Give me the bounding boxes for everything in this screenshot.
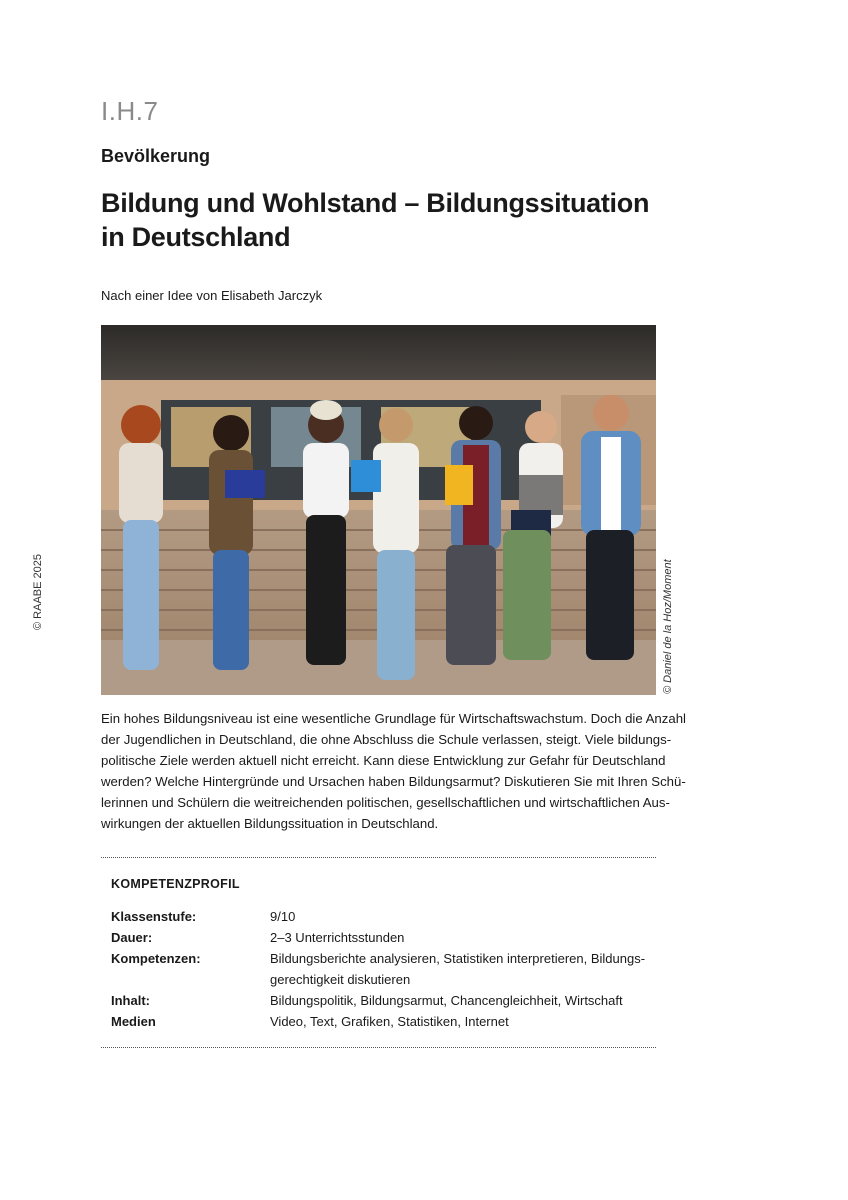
photo-credit: © Daniel de la Hoz/Moment	[662, 559, 674, 694]
intro-line: wirkungen der aktuellen Bildungssituation in Deutschland.	[101, 816, 439, 831]
intro-line: politische Ziele werden aktuell nicht erreicht. Kann diese Entwicklung zur Gefahr für Deutschland	[101, 753, 666, 768]
divider-top	[101, 857, 656, 858]
profile-label: Inhalt:	[111, 993, 150, 1008]
author-note: Nach einer Idee von Elisabeth Jarczyk	[101, 288, 323, 303]
cover-photo	[101, 325, 656, 695]
section-code: I.H.7	[101, 96, 159, 126]
page-title: Bildung und Wohlstand – Bildungssituation in Deutschland	[101, 188, 650, 252]
profile-value	[270, 927, 655, 948]
profile-heading: KOMPETENZPROFIL	[111, 877, 240, 891]
profile-value	[270, 1011, 655, 1032]
intro-line: Ein hohes Bildungsniveau ist eine wesentliche Grundlage für Wirtschaftswachstum. Doch die Anzahl	[101, 711, 686, 726]
profile-value-line: Video, Text, Grafiken, Statistiken, Internet	[270, 1014, 509, 1029]
profile-value-line: gerechtigkeit diskutieren	[270, 972, 411, 987]
profile-label: Medien	[111, 1014, 156, 1029]
profile-value-line: Bildungspolitik, Bildungsarmut, Chancengleichheit, Wirtschaft	[270, 993, 623, 1008]
profile-value-line: 9/10	[270, 909, 296, 924]
side-copyright: © RAABE 2025	[32, 554, 44, 630]
intro-line: werden? Welche Hintergründe und Ursachen haben Bildungsarmut? Diskutieren Sie mit Ihren Schü-	[101, 774, 686, 789]
profile-value	[270, 948, 655, 990]
profile-value-line: Bildungsberichte analysieren, Statistiken interpretieren, Bildungs-	[270, 951, 646, 966]
profile-label: Dauer:	[111, 930, 153, 945]
divider-bottom	[101, 1047, 656, 1048]
profile-value-line: 2–3 Unterrichtsstunden	[270, 930, 405, 945]
profile-value	[270, 906, 655, 927]
profile-label: Klassenstufe:	[111, 909, 197, 924]
profile-value	[270, 990, 655, 1011]
intro-line: der Jugendlichen in Deutschland, die ohne Abschluss die Schule verlassen, steigt. Viele bildungs-	[101, 732, 672, 747]
intro-line: lerinnen und Schülern die weitreichenden politischen, gesellschaftlichen und wirtschaftlichen Aus-	[101, 795, 670, 810]
section-subject: Bevölkerung	[101, 146, 211, 166]
intro-paragraph	[101, 708, 686, 834]
profile-label: Kompetenzen:	[111, 951, 201, 966]
